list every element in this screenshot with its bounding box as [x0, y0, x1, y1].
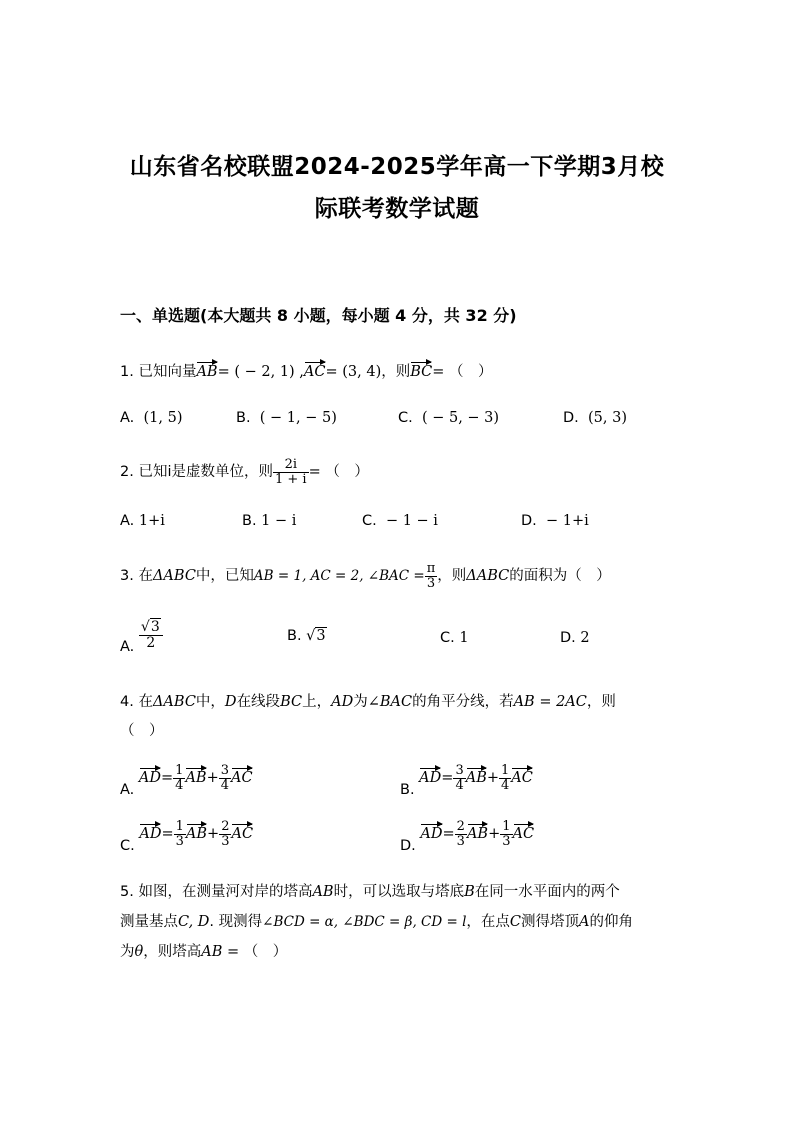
option-label: A. [120, 410, 135, 426]
q4-option-b: B. AD= $\frac{3}{4}$ AB+ $\frac{1}{4}$ AC [400, 763, 533, 799]
fraction-denominator: 3 [456, 833, 465, 849]
q3-option-a [120, 620, 163, 655]
option-label: A. [120, 639, 135, 656]
fraction-numerator: 2 [456, 819, 465, 834]
option-value: ( − 5, − 3) [421, 410, 500, 426]
question-5-line1 [120, 880, 620, 901]
section-heading-single-choice: 一、单选题(本大题共 8 小题，每小题 4 分，共 32 分) [120, 306, 517, 325]
vector-ac: AC [231, 826, 254, 843]
math-expr: C [509, 914, 522, 930]
vector-ab: AB [196, 364, 218, 380]
math-expr: D [224, 694, 237, 710]
q4-option-d: D. AD= $\frac{2}{3}$ AB+ $\frac{1}{3}$ AC [400, 819, 535, 855]
fraction [219, 764, 231, 792]
option-value: − 1 − i [385, 513, 438, 529]
exam-title-line1: 山东省名校联盟2024-2025学年高一下学期3月校 [129, 154, 665, 180]
option-label: D. [400, 838, 416, 855]
question-text: ，则塔高 [143, 944, 202, 960]
question-text: 在线段 [236, 694, 281, 710]
vector-ab: AB [466, 826, 489, 843]
q4-option-c: C. AD= $\frac{1}{3}$ AB+ $\frac{2}{3}$ AC [120, 819, 254, 855]
question-text: ，则 [437, 568, 467, 585]
fraction-numerator: 1 [501, 763, 510, 778]
math-expr: ∠BAC [367, 694, 413, 710]
fraction-numerator: 1 [175, 819, 184, 834]
question-text: 的角平分线，若 [412, 694, 514, 710]
question-text: 测量基点 [120, 914, 178, 930]
option-label: C. [398, 410, 413, 426]
math-expr: A [579, 914, 590, 930]
q3-option-c [440, 630, 469, 646]
radicand: 3 [150, 619, 160, 635]
fraction-denominator: 3 [426, 575, 436, 591]
math-expr: ΔABC [466, 568, 510, 585]
vector-ac: AC [512, 826, 535, 843]
question-number: 4. [120, 694, 134, 710]
question-number: 3. [120, 568, 134, 585]
question-text: ，则 [381, 364, 411, 380]
math-expr: AB = 2AC [513, 694, 587, 710]
question-text: 的仰角 [589, 914, 633, 930]
math-expr: = [432, 364, 445, 380]
fraction [173, 764, 185, 792]
question-4 [120, 690, 616, 711]
q2-option-d [521, 513, 589, 529]
fraction [219, 820, 231, 848]
question-2 [120, 458, 369, 486]
option-label: D. [563, 410, 579, 426]
question-text: 中， [195, 694, 225, 710]
math-expr: AB = 1, AC = 2, ∠BAC = [253, 568, 425, 585]
question-text: 在 [138, 568, 153, 585]
question-number: 5. [120, 884, 134, 900]
radicand: 3 [316, 628, 326, 644]
fraction [453, 764, 465, 792]
question-text: 测得塔顶 [521, 914, 580, 930]
fraction-numerator: 2 [221, 819, 230, 834]
fraction-denominator: 3 [221, 833, 230, 849]
vector-ad: AD [419, 770, 442, 787]
math-expr: ΔABC [152, 568, 196, 585]
fraction [273, 458, 309, 486]
question-text: 为 [353, 694, 368, 710]
fraction [139, 620, 163, 650]
fraction-denominator: 4 [175, 777, 184, 793]
option-label: C. [440, 630, 455, 646]
q1-option-c [398, 410, 499, 426]
q2-option-b [242, 513, 296, 529]
option-value: 2 [580, 630, 590, 646]
math-expr: B [464, 884, 475, 900]
answer-blank: （ ） [325, 464, 369, 481]
vector-ad: AD [420, 826, 443, 843]
fraction [499, 764, 511, 792]
math-expr: = (3, 4) [325, 364, 382, 380]
option-value: (1, 5) [143, 410, 183, 426]
question-text: 上， [302, 694, 332, 710]
question-text: . 现测得 [209, 914, 263, 930]
math-expr: = [308, 464, 321, 481]
fraction-denominator: 3 [175, 833, 184, 849]
math-expr: θ [134, 944, 144, 960]
fraction-numerator: √3 [139, 620, 163, 636]
math-expr: ∠BCD = α, ∠BDC = β, CD = l [262, 914, 467, 930]
q3-option-d [560, 630, 590, 646]
vector-ab: AB [185, 826, 208, 843]
option-label: B. [236, 410, 251, 426]
vector-bc: BC [410, 364, 433, 380]
fraction-denominator: 4 [455, 777, 464, 793]
math-expr: AD [331, 694, 354, 710]
math-expr: = ( − 2, 1) , [217, 364, 304, 380]
answer-blank: （ ） [449, 364, 493, 380]
vector-ad: AD [139, 826, 162, 843]
fraction [455, 820, 467, 848]
fraction-numerator: 2i [273, 458, 309, 473]
question-5-line2 [120, 910, 633, 931]
fraction-denominator: 4 [501, 777, 510, 793]
vector-ad: AD [138, 770, 161, 787]
exam-title-line2: 际联考数学试题 [314, 196, 480, 222]
q1-option-b [236, 410, 337, 426]
option-label: A. [120, 513, 135, 529]
fraction-numerator: 3 [455, 763, 464, 778]
question-text: 为 [120, 944, 135, 960]
fraction-numerator: 3 [220, 763, 230, 778]
question-4-blank: （ ） [120, 723, 164, 739]
question-text: 的面积为（ ） [509, 568, 611, 585]
option-label: D. [560, 630, 576, 646]
option-value: ( − 1, − 5) [259, 410, 337, 426]
question-text: 在同一水平面内的两个 [474, 884, 620, 900]
fraction-numerator: 1 [175, 763, 184, 778]
fraction-numerator: 1 [502, 819, 511, 834]
q1-option-d [563, 410, 627, 426]
math-expr: BC [280, 694, 303, 710]
q4-option-a: A. AD= $\frac{1}{4}$ AB+ $\frac{3}{4}$ AC [120, 763, 253, 799]
question-5-line3 [120, 940, 287, 961]
math-expr: ΔABC [152, 694, 196, 710]
q1-option-a [120, 410, 182, 426]
question-3 [120, 562, 611, 590]
option-label: B. [287, 628, 302, 644]
fraction-denominator: 2 [146, 634, 156, 651]
question-number: 2. [120, 464, 134, 481]
vector-ab: AB [185, 770, 207, 787]
vector-ac: AC [511, 770, 533, 787]
question-text: 在 [138, 694, 153, 710]
fraction-numerator: π [426, 561, 436, 576]
option-value: (5, 3) [588, 410, 627, 426]
math-expr: AB [312, 884, 334, 900]
q2-option-c [362, 513, 438, 529]
vector-ac: AC [303, 364, 326, 380]
vector-ab: AB [465, 770, 487, 787]
fraction [174, 820, 186, 848]
option-value: 1 [459, 630, 469, 646]
question-text: 已知i是虚数单位，则 [138, 464, 273, 481]
option-label: C. [120, 838, 135, 855]
math-expr: C, D [178, 914, 210, 930]
option-label: C. [362, 513, 377, 529]
answer-blank: （ ） [243, 944, 288, 960]
q3-option-b: B. √3 [287, 628, 326, 644]
question-text: 已知向量 [138, 364, 197, 380]
fraction-denominator: 4 [220, 777, 230, 793]
option-label: B. [400, 782, 415, 799]
fraction-denominator: 3 [502, 833, 511, 849]
option-value: − 1+i [546, 513, 589, 529]
question-number: 1. [120, 364, 134, 380]
option-label: A. [120, 782, 135, 799]
question-1 [120, 360, 493, 381]
question-text: 如图，在测量河对岸的塔高 [138, 884, 313, 900]
math-expr: AB = [201, 944, 240, 960]
question-text: 时，可以选取与塔底 [333, 884, 465, 900]
q2-option-a [120, 513, 165, 529]
option-value: 1+i [138, 513, 165, 529]
fraction-denominator: 1 + i [274, 471, 307, 487]
question-text: ，在点 [466, 914, 510, 930]
option-label: B. [242, 513, 257, 529]
option-value: 1 − i [261, 513, 297, 529]
fraction [425, 562, 438, 590]
option-label: D. [521, 513, 537, 529]
question-text: 中，已知 [195, 568, 254, 585]
fraction [500, 820, 512, 848]
vector-ac: AC [231, 770, 253, 787]
question-text: ，则 [586, 694, 616, 710]
